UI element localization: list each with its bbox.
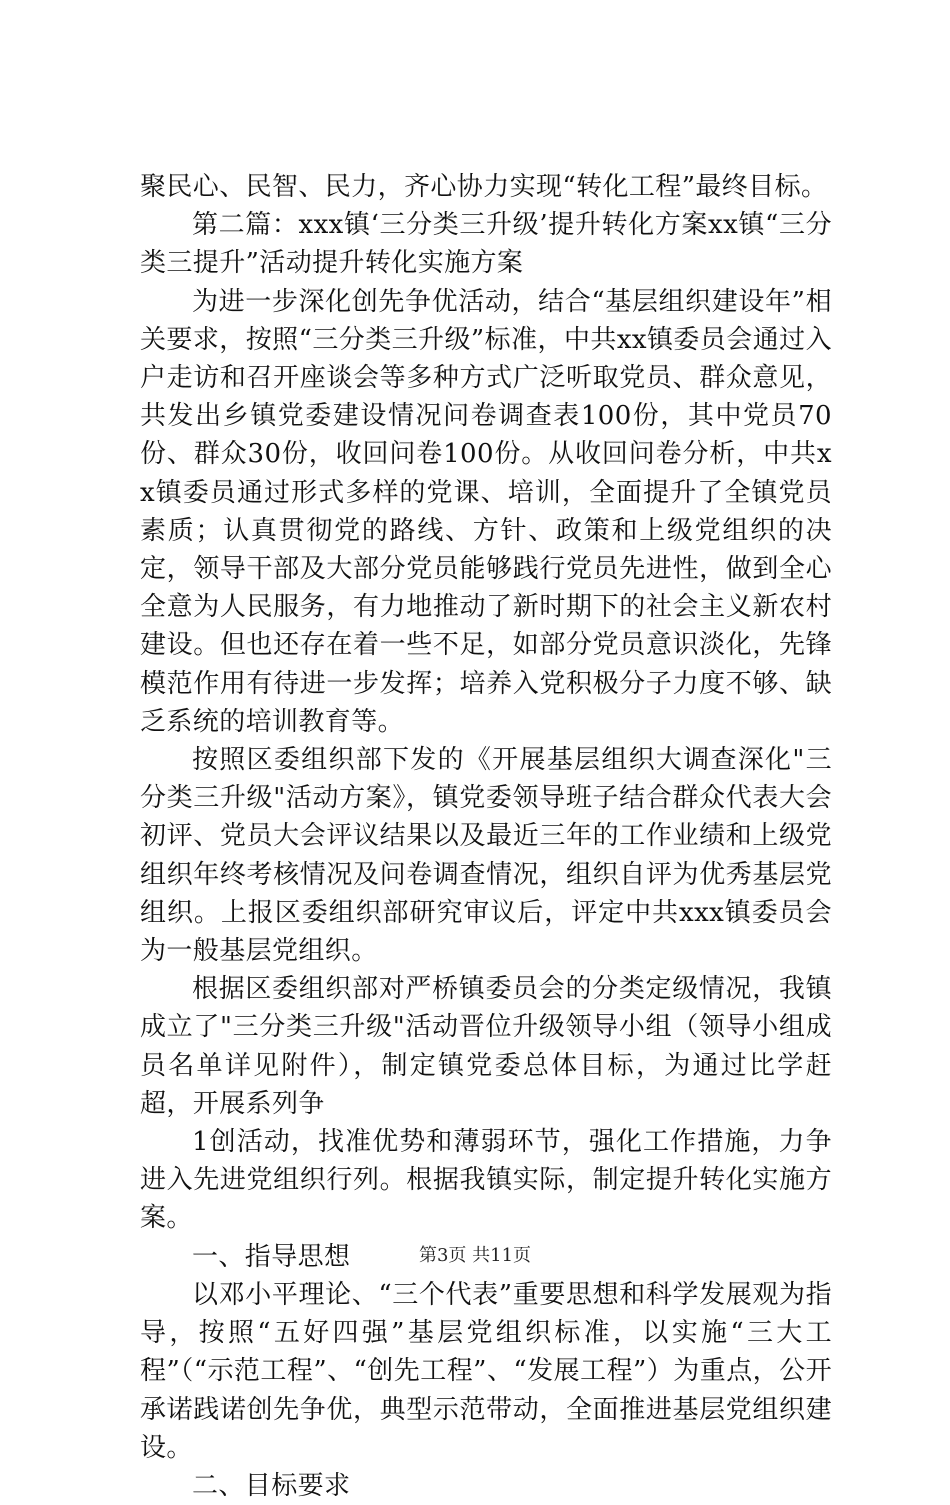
page-footer <box>0 1244 950 1268</box>
section-heading-1: 一、指导思想 <box>192 1241 351 1272</box>
paragraph-2-heading: 第二篇：xxx镇‘三分类三升级’提升转化方案xx镇“三分类三提升”活动提升转化实施方案 <box>140 210 832 279</box>
paragraph-6: 1创活动，找准优势和薄弱环节，强化工作措施，力争进入先进党组织行列。根据我镇实际，制定提升转化实施方案。 <box>140 1127 832 1234</box>
section-heading-2: 二、目标要求 <box>192 1470 351 1501</box>
paragraph-8: 以邓小平理论、“三个代表”重要思想和科学发展观为指导，按照“五好四强”基层党组织标准，以实施“三大工程”（“示范工程”、“创先工程”、“发展工程”）为重点，公开承诺践诺创先争优，典型示范带动，全面推进基层党组织建设。 <box>140 1279 832 1463</box>
document-body <box>140 168 832 1505</box>
paragraph-5: 根据区委组织部对严桥镇委员会的分类定级情况，我镇成立了"三分类三升级"活动晋位升级领导小组（领导小组成员名单详见附件），制定镇党委总体目标，为通过比学赶超，开展系列争 <box>140 974 832 1119</box>
paragraph-4: 按照区委组织部下发的《开展基层组织大调查深化"三分类三升级"活动方案》，镇党委领导班子结合群众代表大会初评、党员大会评议结果以及最近三年的工作业绩和上级党组织年终考核情况及问卷调查情况，组织自评为优秀基层党组织。上报区委组织部研究审议后，评定中共xxx镇委员会为一般基层党组织。 <box>140 745 832 967</box>
paragraph-3: 为进一步深化创先争优活动，结合“基层组织建设年”相关要求，按照“三分类三升级”标准，中共xx镇委员会通过入户走访和召开座谈会等多种方式广泛听取党员、群众意见，共发出乡镇党委建设情况问卷调查表100份，其中党员70份、群众30份，收回问卷100份。从收回问卷分析，中共xx镇委员通过形式多样的党课、培训，全面提升了全镇党员素质；认真贯彻党的路线、方针、政策和上级党组织的决定，领导干部及大部分党员能够践行党员先进性，做到全心全意为人民服务，有力地推动了新时期下的社会主义新农村建设。但也还存在着一些不足，如部分党员意识淡化，先锋模范作用有待进一步发挥；培养入党积极分子力度不够、缺乏系统的培训教育等。 <box>140 286 832 737</box>
page-number: 第3页 共11页 <box>418 1245 532 1266</box>
paragraph-1: 聚民心、民智、民力，齐心协力实现“转化工程”最终目标。 <box>140 172 828 202</box>
